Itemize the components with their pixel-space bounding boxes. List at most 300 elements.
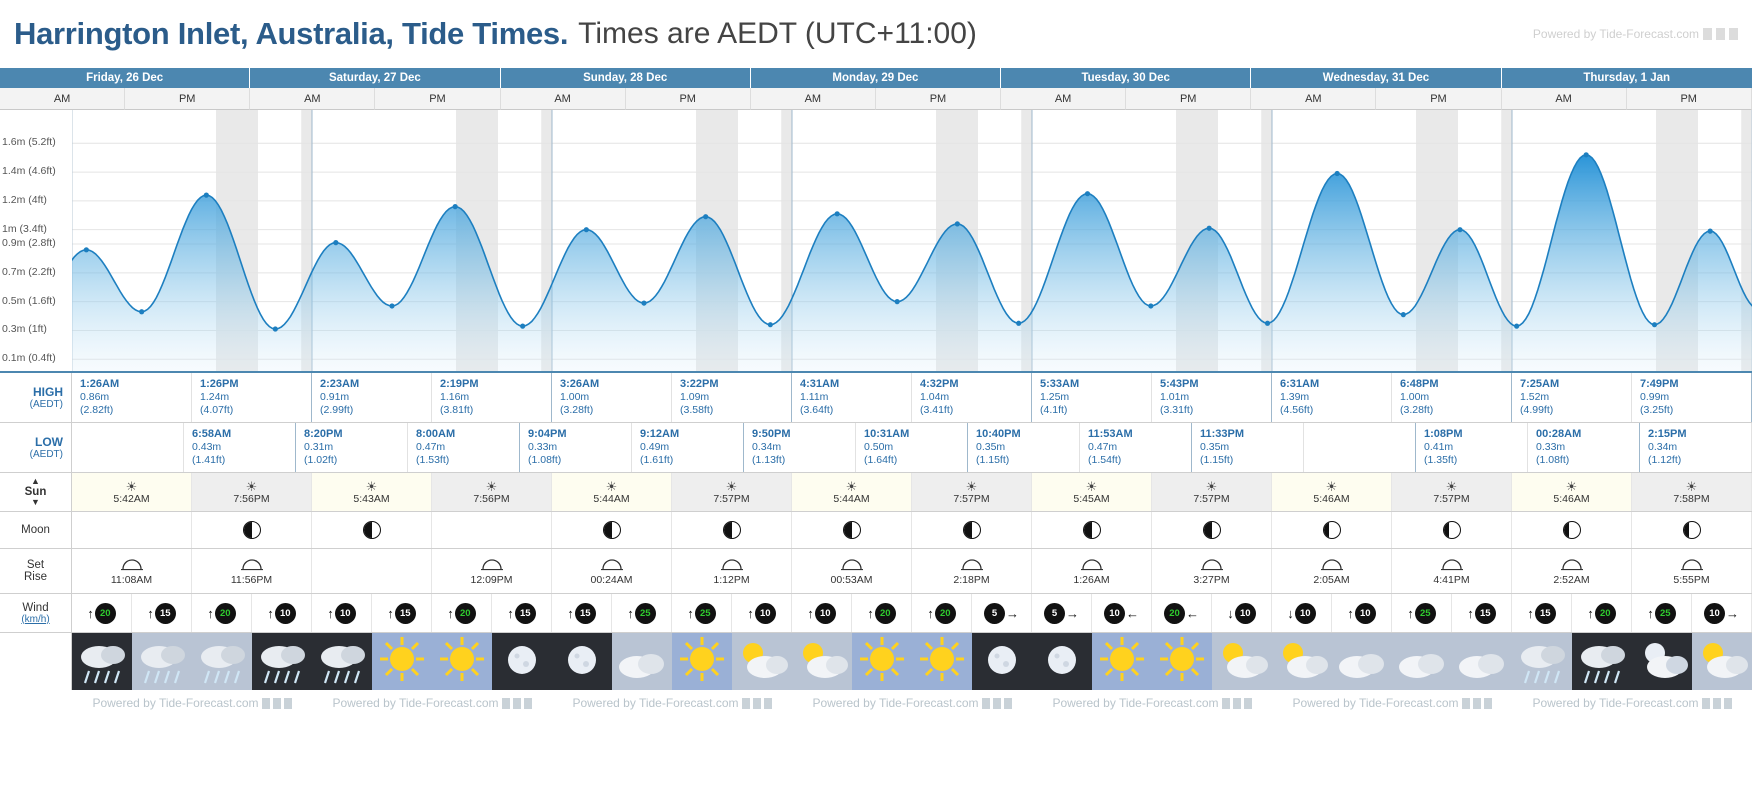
day-column bbox=[501, 68, 751, 88]
wind-direction-arrow-icon: ↑ bbox=[87, 605, 94, 621]
weather-row bbox=[0, 633, 1752, 690]
high-tide-point bbox=[1584, 152, 1589, 157]
logo-bar-icon bbox=[742, 698, 750, 709]
powered-by-footer-text: Powered by Tide-Forecast.com bbox=[1532, 696, 1699, 710]
powered-by-top-text: Powered by Tide-Forecast.com bbox=[1532, 27, 1699, 41]
low-tide-height-m: 0.49m bbox=[640, 441, 670, 453]
wind-cell bbox=[792, 594, 852, 632]
moon-phase-cell bbox=[1632, 512, 1752, 548]
wind-direction-arrow-icon: ↑ bbox=[507, 605, 514, 621]
wind-direction-arrow-icon: ↑ bbox=[147, 605, 154, 621]
low-tide-row bbox=[0, 423, 1752, 473]
low-tide-point bbox=[1514, 324, 1519, 329]
low-tide-point bbox=[641, 300, 646, 305]
sunset-time: 7:57PM bbox=[1433, 492, 1470, 505]
high-tide-time: 3:26AM bbox=[560, 378, 600, 390]
moon-time: 2:18PM bbox=[953, 573, 990, 586]
low-tide-time: 8:20PM bbox=[304, 428, 343, 440]
low-tide-cell bbox=[632, 423, 744, 472]
weather-icon-rain-night bbox=[252, 633, 312, 690]
high-tide-cell bbox=[1152, 373, 1272, 422]
wind-indicator bbox=[327, 603, 356, 624]
weather-icon-cloud-sun bbox=[1272, 633, 1332, 690]
moon-arc-icon bbox=[601, 557, 623, 574]
day-label: Sunday, 28 Dec bbox=[501, 68, 750, 88]
low-tide-height-m: 0.33m bbox=[528, 441, 558, 453]
sunset-icon: ☀ bbox=[485, 478, 498, 494]
ampm-label: PM bbox=[626, 88, 751, 110]
wind-cell bbox=[1512, 594, 1572, 632]
high-tide-cell bbox=[1392, 373, 1512, 422]
high-tide-height-ft: (4.56ft) bbox=[1280, 404, 1314, 416]
wind-cell bbox=[1272, 594, 1332, 632]
powered-by-footer bbox=[1512, 696, 1752, 710]
day-column bbox=[1251, 68, 1501, 88]
moon-arc-icon bbox=[481, 557, 503, 574]
moon-arc-icon bbox=[1081, 557, 1103, 574]
moon-arc-icon bbox=[721, 557, 743, 574]
weather-icon-cloud-sun bbox=[1692, 633, 1752, 690]
moon-phase-icon bbox=[243, 521, 261, 539]
wind-speed-badge: 20 bbox=[875, 603, 896, 624]
high-tide-height-ft: (3.28ft) bbox=[560, 404, 594, 416]
high-tide-height-ft: (4.99ft) bbox=[1520, 404, 1554, 416]
wind-indicator bbox=[1647, 603, 1676, 624]
logo-bar-icon bbox=[1713, 698, 1721, 709]
low-tide-time: 9:50PM bbox=[752, 428, 791, 440]
timezone-label: Times are AEDT (UTC+11:00) bbox=[578, 17, 977, 50]
sun-label-text: Sun bbox=[24, 486, 47, 498]
weather-icon-sun bbox=[852, 633, 912, 690]
day-label: Tuesday, 30 Dec bbox=[1001, 68, 1250, 88]
sunset-time: 7:57PM bbox=[953, 492, 990, 505]
sunrise-time: 5:46AM bbox=[1553, 492, 1590, 505]
moon-phase-cell bbox=[432, 512, 552, 548]
wind-speed-badge: 10 bbox=[335, 603, 356, 624]
low-tide-height-ft: (1.02ft) bbox=[304, 454, 338, 466]
weather-icon-cloud-moon bbox=[1632, 633, 1692, 690]
high-tide-height-ft: (3.81ft) bbox=[440, 404, 474, 416]
moon-shadow bbox=[1444, 522, 1450, 538]
low-tide-point bbox=[895, 299, 900, 304]
low-tide-height-m: 0.33m bbox=[1536, 441, 1566, 453]
wind-direction-arrow-icon: ← bbox=[1186, 605, 1199, 621]
high-tz-text: (AEDT) bbox=[29, 399, 63, 410]
wind-speed-badge: 15 bbox=[1535, 603, 1556, 624]
high-tide-cell bbox=[552, 373, 672, 422]
wind-direction-arrow-icon: ↑ bbox=[387, 605, 394, 621]
footer-cells bbox=[72, 696, 1752, 710]
sunset-cell bbox=[432, 473, 552, 511]
weather-icon-rain-night bbox=[312, 633, 372, 690]
low-tide-height-m: 0.47m bbox=[416, 441, 446, 453]
low-tide-point bbox=[1016, 321, 1021, 326]
ampm-label: PM bbox=[1627, 88, 1752, 110]
wind-direction-arrow-icon: ↑ bbox=[327, 605, 334, 621]
wind-label-text: Wind bbox=[22, 601, 49, 614]
ampm-label: PM bbox=[1126, 88, 1251, 110]
moon-time-cell bbox=[192, 549, 312, 593]
low-tide-height-ft: (1.08ft) bbox=[528, 454, 562, 466]
set-label-text: Set bbox=[26, 559, 45, 571]
weather-icon-rain-night bbox=[72, 633, 132, 690]
moon-time-cell bbox=[1632, 549, 1752, 593]
y-axis-tick: 1.2m (4ft) bbox=[2, 193, 47, 206]
page-header bbox=[0, 0, 1752, 68]
wind-speed-badge: 15 bbox=[1475, 603, 1496, 624]
logo-bar-icon bbox=[1702, 698, 1710, 709]
high-tide-height-ft: (3.64ft) bbox=[800, 404, 834, 416]
wind-direction-arrow-icon: ↑ bbox=[1647, 605, 1654, 621]
ampm-label: PM bbox=[1376, 88, 1501, 110]
low-tide-cell bbox=[1640, 423, 1752, 472]
moon-phase-icon bbox=[723, 521, 741, 539]
sunset-cell bbox=[672, 473, 792, 511]
low-tide-point bbox=[1652, 322, 1657, 327]
high-tide-cell bbox=[432, 373, 552, 422]
high-tide-point bbox=[1085, 191, 1090, 196]
sun-cells bbox=[72, 473, 1752, 511]
low-tide-height-m: 0.34m bbox=[752, 441, 782, 453]
high-tide-cell bbox=[1632, 373, 1752, 422]
sunset-time: 7:58PM bbox=[1673, 492, 1710, 505]
wind-cell bbox=[132, 594, 192, 632]
low-tide-cell bbox=[1528, 423, 1640, 472]
day-label: Wednesday, 31 Dec bbox=[1251, 68, 1500, 88]
logo-bar-icon bbox=[1233, 698, 1241, 709]
low-tide-cell bbox=[408, 423, 520, 472]
day-column bbox=[751, 68, 1001, 88]
wind-cell bbox=[1692, 594, 1752, 632]
weather-icon-rain-day bbox=[192, 633, 252, 690]
wind-cell bbox=[972, 594, 1032, 632]
wind-speed-badge: 25 bbox=[695, 603, 716, 624]
low-tide-time: 11:53AM bbox=[1088, 428, 1133, 440]
wind-speed-badge: 20 bbox=[215, 603, 236, 624]
high-tide-point bbox=[333, 240, 338, 245]
high-tide-height-m: 1.09m bbox=[680, 391, 710, 403]
logo-bar-icon bbox=[982, 698, 990, 709]
logo-bar-icon bbox=[1716, 28, 1725, 40]
powered-by-footer-text: Powered by Tide-Forecast.com bbox=[332, 696, 499, 710]
wind-indicator bbox=[1527, 603, 1556, 624]
high-tide-time: 1:26AM bbox=[80, 378, 120, 390]
y-axis-tick: 1m (3.4ft) bbox=[2, 222, 47, 235]
moon-time-cell bbox=[912, 549, 1032, 593]
wind-direction-arrow-icon: ↓ bbox=[1227, 605, 1234, 621]
high-tide-time: 7:49PM bbox=[1640, 378, 1679, 390]
moon-setrise-row bbox=[0, 549, 1752, 594]
high-tide-height-m: 0.99m bbox=[1640, 391, 1670, 403]
high-tide-height-ft: (4.1ft) bbox=[1040, 404, 1068, 416]
low-tide-height-ft: (1.54ft) bbox=[1088, 454, 1122, 466]
low-tide-height-ft: (1.13ft) bbox=[752, 454, 786, 466]
powered-by-footer-text: Powered by Tide-Forecast.com bbox=[1292, 696, 1459, 710]
moon-arc-icon bbox=[961, 557, 983, 574]
weather-icon-rain-night bbox=[1572, 633, 1632, 690]
wind-direction-arrow-icon: ↑ bbox=[807, 605, 814, 621]
sunrise-time: 5:45AM bbox=[1073, 492, 1110, 505]
moon-phase-cell bbox=[552, 512, 672, 548]
moon-time-cell bbox=[672, 549, 792, 593]
wind-direction-arrow-icon: → bbox=[1006, 605, 1019, 621]
wind-cell bbox=[612, 594, 672, 632]
wind-cell bbox=[432, 594, 492, 632]
wind-indicator bbox=[567, 603, 596, 624]
y-axis-tick: 0.7m (2.2ft) bbox=[2, 265, 56, 278]
low-tide-height-ft: (1.08ft) bbox=[1536, 454, 1570, 466]
moon-setrise-cells bbox=[72, 549, 1752, 593]
sunrise-icon: ☀ bbox=[365, 478, 378, 494]
moon-time-cell bbox=[552, 549, 672, 593]
sunrise-time: 5:43AM bbox=[353, 492, 390, 505]
wind-speed-badge: 10 bbox=[755, 603, 776, 624]
moon-cells bbox=[72, 512, 1752, 548]
moon-time: 2:05AM bbox=[1313, 573, 1350, 586]
wind-indicator bbox=[927, 603, 956, 624]
ampm-label: AM bbox=[1001, 88, 1126, 110]
moon-time: 1:26AM bbox=[1073, 573, 1110, 586]
wind-cell bbox=[1212, 594, 1272, 632]
wind-direction-arrow-icon: ↑ bbox=[1527, 605, 1534, 621]
high-tide-point bbox=[584, 227, 589, 232]
wind-indicator bbox=[1587, 603, 1616, 624]
wind-speed-badge: 20 bbox=[1164, 603, 1185, 624]
moon-phase-cell bbox=[1272, 512, 1392, 548]
ampm-label: AM bbox=[751, 88, 876, 110]
moon-time-cell bbox=[1272, 549, 1392, 593]
low-tide-height-m: 0.43m bbox=[192, 441, 222, 453]
low-tide-height-m: 0.35m bbox=[976, 441, 1006, 453]
low-tide-time: 9:12AM bbox=[640, 428, 680, 440]
moon-phase-icon bbox=[1323, 521, 1341, 539]
sun-arrow-icon: ▲ bbox=[31, 476, 40, 486]
weather-icon-sun bbox=[432, 633, 492, 690]
moon-row-label bbox=[0, 512, 72, 548]
low-tide-time: 1:08PM bbox=[1424, 428, 1463, 440]
y-axis-tick: 1.6m (5.2ft) bbox=[2, 136, 56, 149]
tide-curve-chart bbox=[0, 110, 1752, 373]
moon-time: 4:41PM bbox=[1433, 573, 1470, 586]
high-tide-time: 6:31AM bbox=[1280, 378, 1320, 390]
moon-shadow bbox=[1564, 522, 1570, 538]
weather-icon-sun bbox=[1092, 633, 1152, 690]
day-label: Saturday, 27 Dec bbox=[250, 68, 499, 88]
high-tide-height-ft: (3.25ft) bbox=[1640, 404, 1674, 416]
low-tide-time: 10:40PM bbox=[976, 428, 1021, 440]
low-tide-cell bbox=[1192, 423, 1304, 472]
wind-indicator bbox=[687, 603, 716, 624]
low-tide-point bbox=[273, 326, 278, 331]
ampm-label: AM bbox=[501, 88, 626, 110]
sunrise-cell bbox=[312, 473, 432, 511]
weather-icon-sun bbox=[912, 633, 972, 690]
wind-cell bbox=[672, 594, 732, 632]
moon-shadow bbox=[244, 522, 252, 538]
high-label-text: HIGH bbox=[33, 385, 63, 399]
high-tide-cell bbox=[672, 373, 792, 422]
wind-speed-badge: 20 bbox=[95, 603, 116, 624]
moon-shadow bbox=[1204, 522, 1212, 538]
moon-time-cell bbox=[72, 549, 192, 593]
ampm-label: AM bbox=[0, 88, 125, 110]
wind-speed-badge: 10 bbox=[1355, 603, 1376, 624]
low-tide-point bbox=[1265, 321, 1270, 326]
sunrise-cell bbox=[552, 473, 672, 511]
high-tide-point bbox=[1207, 226, 1212, 231]
sunrise-time: 5:44AM bbox=[593, 492, 630, 505]
moon-time-cell bbox=[792, 549, 912, 593]
low-tide-height-m: 0.35m bbox=[1200, 441, 1230, 453]
wind-speed-badge: 10 bbox=[1104, 603, 1125, 624]
wind-indicator bbox=[1044, 603, 1079, 624]
sunrise-icon: ☀ bbox=[1325, 478, 1338, 494]
sunset-icon: ☀ bbox=[965, 478, 978, 494]
moon-arc-icon bbox=[1321, 557, 1343, 574]
ampm-header-row bbox=[0, 88, 1752, 110]
moon-phase-icon bbox=[603, 521, 621, 539]
wind-cell bbox=[732, 594, 792, 632]
moon-arc-icon bbox=[1441, 557, 1463, 574]
wind-direction-arrow-icon: ↑ bbox=[687, 605, 694, 621]
low-tide-point bbox=[1148, 303, 1153, 308]
day-label: Friday, 26 Dec bbox=[0, 68, 249, 88]
wind-indicator bbox=[267, 603, 296, 624]
sunset-cell bbox=[1152, 473, 1272, 511]
sunrise-icon: ☀ bbox=[605, 478, 618, 494]
low-tide-height-m: 0.31m bbox=[304, 441, 334, 453]
low-tide-height-ft: (1.15ft) bbox=[1200, 454, 1234, 466]
high-tide-height-ft: (2.82ft) bbox=[80, 404, 114, 416]
moon-time-cell bbox=[1032, 549, 1152, 593]
wind-speed-badge: 15 bbox=[575, 603, 596, 624]
y-axis-tick: 0.3m (1ft) bbox=[2, 323, 47, 336]
weather-icon-rain-day bbox=[1512, 633, 1572, 690]
weather-icon-cloud-sun bbox=[732, 633, 792, 690]
wind-direction-arrow-icon: ↑ bbox=[1347, 605, 1354, 621]
low-tide-time: 2:15PM bbox=[1648, 428, 1687, 440]
moon-phase-cell bbox=[72, 512, 192, 548]
low-tide-cell bbox=[1416, 423, 1528, 472]
wind-direction-arrow-icon: → bbox=[1726, 605, 1739, 621]
high-tide-height-m: 1.00m bbox=[1400, 391, 1430, 403]
page-title: Harrington Inlet, Australia, Tide Times. bbox=[14, 16, 569, 51]
high-tide-height-m: 0.91m bbox=[320, 391, 350, 403]
wind-indicator bbox=[1287, 603, 1316, 624]
sunset-cell bbox=[192, 473, 312, 511]
day-label: Monday, 29 Dec bbox=[751, 68, 1000, 88]
wind-cell bbox=[1632, 594, 1692, 632]
logo-bar-icon bbox=[1729, 28, 1738, 40]
high-tide-point bbox=[703, 214, 708, 219]
low-tide-point bbox=[768, 322, 773, 327]
low-tide-cell bbox=[856, 423, 968, 472]
moon-time: 00:24AM bbox=[590, 573, 633, 586]
high-tide-time: 4:31AM bbox=[800, 378, 840, 390]
high-tide-height-ft: (3.28ft) bbox=[1400, 404, 1434, 416]
axis-mask bbox=[0, 110, 72, 371]
high-tide-cell bbox=[792, 373, 912, 422]
wind-indicator bbox=[1347, 603, 1376, 624]
day-column bbox=[1001, 68, 1251, 88]
low-label-text: LOW bbox=[35, 435, 63, 449]
powered-by-footer-text: Powered by Tide-Forecast.com bbox=[92, 696, 259, 710]
low-tide-point bbox=[139, 309, 144, 314]
high-tide-cell bbox=[192, 373, 312, 422]
low-tide-time: 00:28AM bbox=[1536, 428, 1582, 440]
wind-direction-arrow-icon: ↑ bbox=[267, 605, 274, 621]
sunset-cell bbox=[912, 473, 1032, 511]
high-tide-height-ft: (2.99ft) bbox=[320, 404, 354, 416]
weather-icon-sun bbox=[672, 633, 732, 690]
powered-by-footer-text: Powered by Tide-Forecast.com bbox=[812, 696, 979, 710]
wind-indicator bbox=[984, 603, 1019, 624]
low-tide-cell bbox=[72, 423, 184, 472]
sunset-icon: ☀ bbox=[245, 478, 258, 494]
weather-icon-cloud bbox=[1332, 633, 1392, 690]
moon-time-cell bbox=[432, 549, 552, 593]
weather-icon-moon bbox=[492, 633, 552, 690]
moon-phase-icon bbox=[963, 521, 981, 539]
wind-cell bbox=[312, 594, 372, 632]
day-header-row bbox=[0, 68, 1752, 88]
wind-direction-arrow-icon: ↑ bbox=[1587, 605, 1594, 621]
high-tide-point bbox=[955, 221, 960, 226]
high-tide-cell bbox=[1032, 373, 1152, 422]
high-tide-point bbox=[1708, 229, 1713, 234]
high-tide-height-m: 1.52m bbox=[1520, 391, 1550, 403]
high-tide-point bbox=[1457, 227, 1462, 232]
logo-bar-icon bbox=[1222, 698, 1230, 709]
sunrise-icon: ☀ bbox=[125, 478, 138, 494]
wind-speed-badge: 10 bbox=[815, 603, 836, 624]
ampm-label: PM bbox=[375, 88, 500, 110]
sun-row-label bbox=[0, 473, 72, 511]
day-column bbox=[0, 68, 250, 88]
low-tide-height-m: 0.34m bbox=[1648, 441, 1678, 453]
moon-time: 12:09PM bbox=[470, 573, 513, 586]
wind-indicator bbox=[867, 603, 896, 624]
moon-time-cell bbox=[312, 549, 432, 593]
wind-indicator bbox=[147, 603, 176, 624]
low-tide-height-ft: (1.15ft) bbox=[976, 454, 1010, 466]
high-tide-time: 2:19PM bbox=[440, 378, 479, 390]
high-tide-cells bbox=[72, 373, 1752, 422]
high-tide-point bbox=[84, 247, 89, 252]
high-tide-height-m: 1.04m bbox=[920, 391, 950, 403]
low-tide-label bbox=[0, 423, 72, 472]
low-tide-time: 9:04PM bbox=[528, 428, 567, 440]
weather-icon-cloud-sun bbox=[1212, 633, 1272, 690]
logo-bar-icon bbox=[262, 698, 270, 709]
moon-phase-icon bbox=[1443, 521, 1461, 539]
low-tide-height-ft: (1.64ft) bbox=[864, 454, 898, 466]
moon-setrise-label bbox=[0, 549, 72, 593]
sunrise-icon: ☀ bbox=[845, 478, 858, 494]
high-tide-time: 2:23AM bbox=[320, 378, 360, 390]
high-tide-cell bbox=[1272, 373, 1392, 422]
moon-time: 00:53AM bbox=[830, 573, 873, 586]
sunset-time: 7:57PM bbox=[1193, 492, 1230, 505]
moon-phase-icon bbox=[1083, 521, 1101, 539]
y-axis-tick: 1.4m (4.6ft) bbox=[2, 165, 56, 178]
wind-indicator bbox=[387, 603, 416, 624]
moon-phase-cell bbox=[912, 512, 1032, 548]
weather-row-label bbox=[0, 633, 72, 690]
wind-speed-badge: 25 bbox=[1655, 603, 1676, 624]
moon-arc-icon bbox=[1561, 557, 1583, 574]
low-tide-height-m: 0.41m bbox=[1424, 441, 1454, 453]
